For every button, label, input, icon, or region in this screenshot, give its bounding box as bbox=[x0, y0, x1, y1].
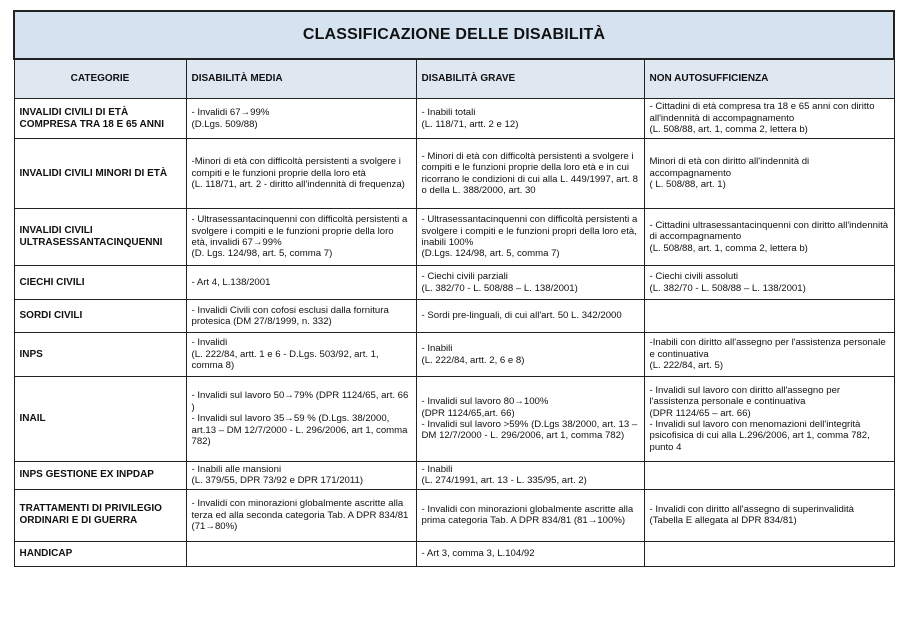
cell-text-line: - Invalidi bbox=[191, 337, 228, 349]
cell-disabilita-grave bbox=[416, 209, 644, 266]
cell-text-line: - Invalidi Civili con cofosi esclusi dalla fornitura protesica (DM 27/8/1999, n. 332) bbox=[191, 304, 392, 327]
category-cell: SORDI CIVILI bbox=[14, 300, 186, 333]
cell-disabilita-media bbox=[186, 489, 416, 541]
cell-disabilita-media bbox=[186, 209, 416, 266]
category-cell: INVALIDI CIVILI ULTRASESSANTACINQUENNI bbox=[14, 209, 186, 266]
cell-text-line: (L. 274/1991, art. 13 - L. 335/95, art. 2) bbox=[421, 475, 587, 487]
cell-non-autosufficienza bbox=[644, 139, 894, 209]
cell-disabilita-media bbox=[186, 99, 416, 139]
cell-disabilita-grave bbox=[416, 266, 644, 300]
cell-disabilita-media bbox=[186, 139, 416, 209]
cell-text-line: (D.Lgs. 124/98, art. 5, comma 7) bbox=[421, 248, 560, 260]
cell-text-line: (L. 382/70 - L. 508/88 – L. 138/2001) bbox=[421, 282, 578, 294]
cell-text-line: - Minori di età con difficoltà persistenti a svolgere i compiti e le funzioni proprie della loro età e in cui ricorrano le condizioni di cui alla L. 449/1997, art. 8 o della L. 388/2000, art. 30 bbox=[421, 150, 641, 196]
cell-disabilita-grave bbox=[416, 377, 644, 462]
category-cell: HANDICAP bbox=[14, 541, 186, 566]
cell-non-autosufficienza bbox=[644, 99, 894, 139]
cell-non-autosufficienza bbox=[644, 266, 894, 300]
cell-non-autosufficienza bbox=[644, 209, 894, 266]
cell-text-line: - Sordi pre-linguali, di cui all'art. 50 L. 342/2000 bbox=[421, 310, 622, 322]
title-row bbox=[14, 11, 894, 59]
cell-text-line: (Tabella E allegata al DPR 834/81) bbox=[649, 515, 797, 527]
cell-text-line: - Invalidi con minorazioni globalmente ascritte alla prima categoria Tab. A DPR 834/81 (81→100%) bbox=[421, 503, 636, 527]
cell-text-line: (L. 382/70 - L. 508/88 – L. 138/2001) bbox=[649, 282, 806, 294]
category-cell: INAIL bbox=[14, 377, 186, 462]
cell-text-line: - Invalidi sul lavoro >59% (D.Lgs 38/2000, art. 13 – DM 12/7/2000 - L. 296/2006, art 1, comma 782) bbox=[421, 419, 640, 442]
cell-text-line: - Inabili totali bbox=[421, 107, 476, 119]
cell-text-line: (L. 118/71, artt. 2 e 12) bbox=[421, 118, 519, 130]
category-cell: CIECHI CIVILI bbox=[14, 266, 186, 300]
category-cell: INVALIDI CIVILI DI ETÀ COMPRESA TRA 18 E 65 ANNI bbox=[14, 99, 186, 139]
table-row bbox=[14, 377, 894, 462]
cell-text-line: - Invalidi sul lavoro 35→59 % (D.Lgs. 38/2000, art.13 – DM 12/7/2000 - L. 296/2006, art 1, comma 782) bbox=[191, 413, 411, 448]
cell-disabilita-media bbox=[186, 300, 416, 333]
cell-text-line: (L. 508/88, art. 1, comma 2, lettera b) bbox=[649, 124, 808, 136]
cell-text-line: - Invalidi con minorazioni globalmente ascritte alla terza ed alla seconda categoria Tab. A DPR 834/81 bbox=[191, 498, 409, 521]
cell-text-line: (D. Lgs. 124/98, art. 5, comma 7) bbox=[191, 248, 333, 260]
cell-disabilita-media bbox=[186, 333, 416, 377]
cell-disabilita-grave bbox=[416, 99, 644, 139]
cell-text-line: - Inabili bbox=[421, 464, 453, 475]
table-row bbox=[14, 489, 894, 541]
cell-text-line: - Ultrasessantacinquenni con difficoltà persistenti a svolgere i compiti e le funzioni proprie della loro età, invalidi 67→99% bbox=[191, 214, 410, 248]
cell-text-line: - Invalidi con diritto all'assegno di superinvalidità bbox=[649, 503, 854, 515]
table-row bbox=[14, 462, 894, 490]
cell-non-autosufficienza bbox=[644, 489, 894, 541]
cell-text-line: -Minori di età con difficoltà persistenti a svolgere i compiti e le funzioni proprie della loro età bbox=[191, 156, 404, 179]
table-row bbox=[14, 209, 894, 266]
table-row bbox=[14, 266, 894, 300]
cell-disabilita-grave bbox=[416, 139, 644, 209]
cell-non-autosufficienza bbox=[644, 333, 894, 377]
table-row bbox=[14, 99, 894, 139]
cell-text-line: - Invalidi sul lavoro con diritto all'assegno per l'assistenza personale e continuativa bbox=[649, 384, 843, 408]
cell-disabilita-grave bbox=[416, 541, 644, 566]
cell-disabilita-media bbox=[186, 462, 416, 490]
cell-text-line: - Invalidi sul lavoro con menomazioni dell'integrità psicofisica di cui alla L.296/2006, art 1, comma 782, punto 4 bbox=[649, 419, 873, 453]
header-row bbox=[14, 59, 894, 99]
table-row bbox=[14, 300, 894, 333]
table-row bbox=[14, 541, 894, 566]
table-row bbox=[14, 139, 894, 209]
cell-disabilita-media bbox=[186, 377, 416, 462]
cell-text-line: (DPR 1124/65 – art. 66) bbox=[649, 407, 751, 419]
cell-text-line: - Ciechi civili parziali bbox=[421, 271, 508, 283]
cell-text-line: ( L. 508/88, art. 1) bbox=[649, 179, 726, 191]
cell-disabilita-media bbox=[186, 541, 416, 566]
header-non-autosufficienza: NON AUTOSUFFICIENZA bbox=[644, 59, 894, 99]
cell-text-line: (L. 379/55, DPR 73/92 e DPR 171/2011) bbox=[191, 475, 364, 487]
disability-classification-table bbox=[13, 10, 895, 567]
table-title: CLASSIFICAZIONE DELLE DISABILITÀ bbox=[14, 11, 894, 59]
table-row bbox=[14, 333, 894, 377]
cell-text-line: -Inabili con diritto all'assegno per l'assistenza personale e continuativa bbox=[649, 337, 889, 360]
cell-text-line: - Art 4, L.138/2001 bbox=[191, 276, 271, 288]
cell-disabilita-grave bbox=[416, 489, 644, 541]
category-cell: INVALIDI CIVILI MINORI DI ETÀ bbox=[14, 139, 186, 209]
category-cell: TRATTAMENTI DI PRIVILEGIO ORDINARI E DI GUERRA bbox=[14, 489, 186, 541]
cell-text-line: - Cittadini ultrasessantacinquenni con diritto all'indennità di accompagnamento bbox=[649, 219, 891, 243]
cell-disabilita-media bbox=[186, 266, 416, 300]
cell-text-line: (L. 508/88, art. 1, comma 2, lettera b) bbox=[649, 242, 808, 254]
cell-text-line: - Inabili alle mansioni bbox=[191, 464, 282, 475]
cell-text-line: - Invalidi sul lavoro 80→100% bbox=[421, 396, 549, 408]
cell-non-autosufficienza bbox=[644, 462, 894, 490]
header-disabilita-media: DISABILITÀ MEDIA bbox=[186, 59, 416, 99]
cell-text-line: (71→80%) bbox=[191, 521, 238, 533]
cell-text-line: - Invalidi sul lavoro 50→79% (DPR 1124/65, art. 66 ) bbox=[191, 390, 412, 413]
cell-non-autosufficienza bbox=[644, 300, 894, 333]
category-cell: INPS GESTIONE EX INPDAP bbox=[14, 462, 186, 490]
cell-text-line: - Ciechi civili assoluti bbox=[649, 271, 738, 283]
cell-disabilita-grave bbox=[416, 300, 644, 333]
cell-text-line: (L. 222/84, artt. 1 e 6 - D.Lgs. 503/92, art. 1, comma 8) bbox=[191, 348, 382, 372]
cell-non-autosufficienza bbox=[644, 377, 894, 462]
cell-text-line: (D.Lgs. 509/88) bbox=[191, 118, 258, 130]
cell-disabilita-grave bbox=[416, 462, 644, 490]
cell-text-line: - Cittadini di età compresa tra 18 e 65 anni con diritto all'indennità di accompagnamento bbox=[649, 101, 878, 124]
cell-text-line: (L. 118/71, art. 2 - diritto all'indennità di frequenza) bbox=[191, 179, 405, 191]
header-disabilita-grave: DISABILITÀ GRAVE bbox=[416, 59, 644, 99]
cell-text-line: (L. 222/84, artt. 2, 6 e 8) bbox=[421, 354, 525, 366]
cell-text-line: - Art 3, comma 3, L.104/92 bbox=[421, 548, 535, 560]
header-categorie: CATEGORIE bbox=[14, 59, 186, 99]
cell-disabilita-grave bbox=[416, 333, 644, 377]
cell-text-line: Minori di età con diritto all'indennità di accompagnamento bbox=[649, 156, 812, 179]
category-cell: INPS bbox=[14, 333, 186, 377]
cell-text-line: - Inabili bbox=[421, 343, 453, 355]
cell-text-line: - Invalidi 67→99% bbox=[191, 107, 270, 119]
cell-non-autosufficienza bbox=[644, 541, 894, 566]
cell-text-line: (L. 222/84, art. 5) bbox=[649, 360, 724, 372]
cell-text-line: (DPR 1124/65,art. 66) bbox=[421, 407, 515, 419]
cell-text-line: - Ultrasessantacinquenni con difficoltà persistenti a svolgere i compiti e le funzioni propri della loro età, inabili 100% bbox=[421, 214, 640, 248]
disability-classification-table-frame bbox=[13, 10, 893, 567]
